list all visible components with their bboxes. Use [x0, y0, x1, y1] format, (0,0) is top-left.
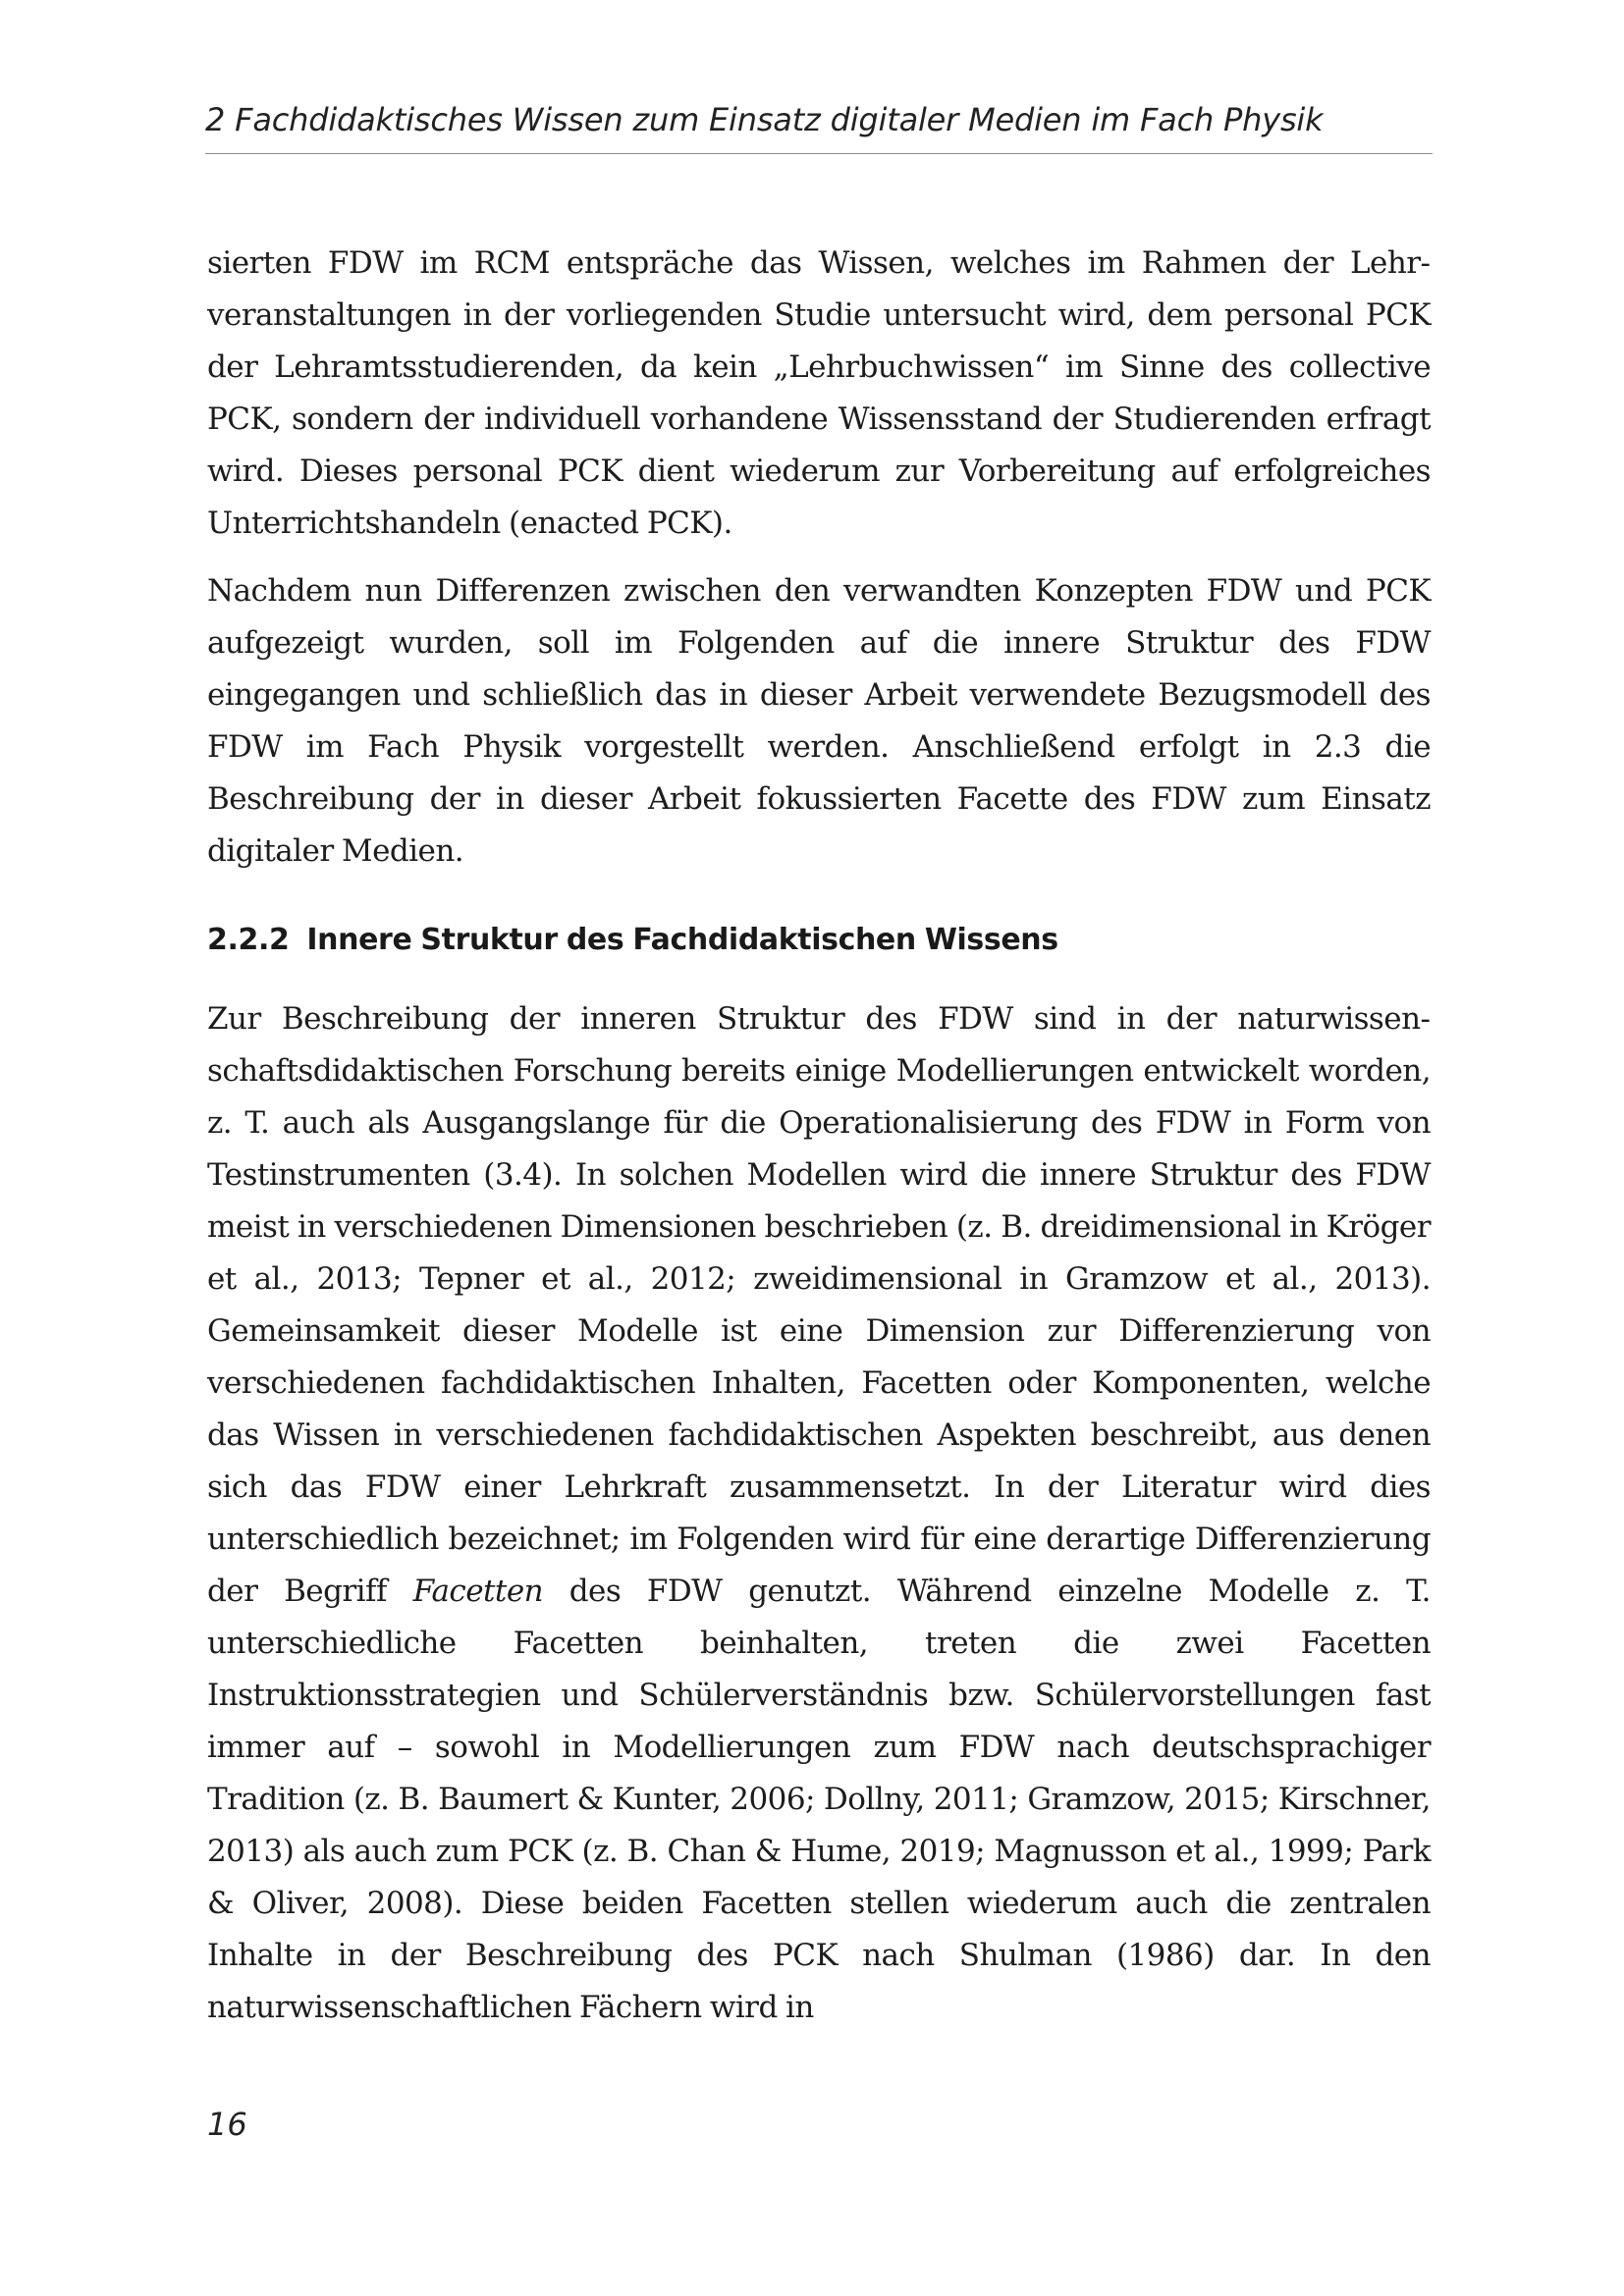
- page-body: [207, 238, 1431, 2034]
- paragraph-3: [207, 993, 1431, 2034]
- section-heading: [207, 919, 1431, 962]
- section-number: 2.2.2: [207, 923, 290, 957]
- paragraph-2: Nachdem nun Differenzen zwischen den verwandten Konzepten FDW und PCK aufgezeigt wurden, soll im Folgenden auf die innere Struktur des FDW eingegangen und schließlich das in dieser Arbeit verwendete Bezugsmodell des FDW im Fach Physik vorgestellt werden. Anschließend erfolgt in 2.3 die Beschreibung der in dieser Arbeit fokussierten Facette des FDW zum Einsatz digitaler Medien.: [207, 573, 1431, 869]
- page-number: 16: [207, 2106, 247, 2143]
- paragraph-3-text-b: des FDW genutzt. Während einzelne Modelle z. T. unterschiedliche Facetten beinhalten, treten die zwei Facetten Instruktionsstrategien und Schülerverständnis bzw. Schülervorstellungen fast immer auf – sowohl in Modellierungen zum FDW nach deutschsprachiger Tradition (z. B. Baumert & Kunter, 2006; Dollny, 2011; Gramzow, 2015; Kirschner, 2013) als auch zum PCK (z. B. Chan & Hume, 2019; Magnusson et al., 1999; Park & Oliver, 2008). Diese beiden Facetten stellen wiederum auch die zentralen Inhalte in der Beschreibung des PCK nach Shulman (1986) dar. In den naturwissenschaftlichen Fächern wird in: [207, 1574, 1431, 2025]
- emphasis-facetten: Facetten: [412, 1574, 544, 1609]
- paragraph-3-text-a: Zur Beschreibung der inneren Struktur des FDW sind in der naturwissenschaftsdidaktischen Forschung bereits einige Modellierungen entwickelt worden, z. T. auch als Ausgangslange für die Operationalisierung des FDW in Form von Testinstrumenten (3.4). In solchen Modellen wird die innere Struktur des FDW meist in verschiedenen Dimensionen beschrieben (z. B. dreidimensional in Kröger et al., 2013; Tepner et al., 2012; zweidimensional in Gramzow et al., 2013). Gemeinsamkeit dieser Modelle ist eine Dimension zur Differenzierung von verschiedenen fachdidaktischen Inhalten, Facetten oder Komponenten, welche das Wissen in verschiedenen fachdidaktischen Aspekten beschreibt, aus denen sich das FDW einer Lehrkraft zusammensetzt. In der Literatur wird dies unterschiedlich bezeichnet; im Folgenden wird für eine derartige Differenzierung der Begriff: [207, 1001, 1431, 1609]
- header-rule: [205, 153, 1433, 154]
- section-title: Innere Struktur des Fachdidaktischen Wissens: [306, 923, 1058, 957]
- paragraph-1: sierten FDW im RCM entspräche das Wissen, welches im Rahmen der Lehrveranstaltungen in der vorliegenden Studie untersucht wird, dem personal PCK der Lehramtsstudierenden, da kein „Lehrbuchwissen“ im Sinne des collective PCK, sondern der individuell vorhandene Wissensstand der Studierenden erfragt wird. Dieses personal PCK dient wiederum zur Vorbereitung auf erfolgreiches Unterrichtshandeln (enacted PCK).: [207, 245, 1431, 541]
- running-head: 2 Fachdidaktisches Wissen zum Einsatz digitaler Medien im Fach Physik: [205, 101, 1324, 138]
